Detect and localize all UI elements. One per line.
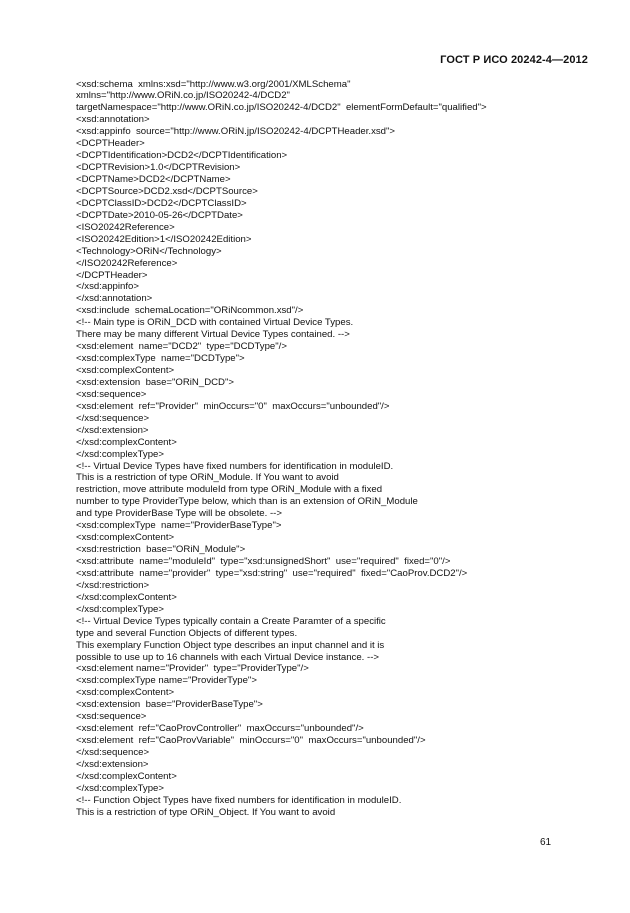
code-line: <!-- Function Object Types have fixed numbers for identification in moduleID. — [76, 794, 402, 806]
code-line: <xsd:include schemaLocation="ORiNcommon.xsd"/> — [76, 305, 304, 317]
code-line: <xsd:element ref="CaoProvVariable" minOccurs="0" maxOccurs="unbounded"/> — [76, 735, 426, 747]
code-line: type and several Function Objects of different types. — [76, 627, 298, 639]
code-line: <xsd:element ref="Provider" minOccurs="0" maxOccurs="unbounded"/> — [76, 400, 390, 412]
code-line: <xsd:element ref="CaoProvController" maxOccurs="unbounded"/> — [76, 723, 364, 735]
code-line: </xsd:complexContent> — [76, 770, 177, 782]
code-line: <DCPTHeader> — [76, 138, 145, 150]
code-line: <DCPTSource>DCD2.xsd</DCPTSource> — [76, 185, 258, 197]
code-line: <xsd:annotation> — [76, 114, 150, 126]
code-line: <DCPTClassID>DCD2</DCPTClassID> — [76, 197, 247, 209]
code-line: <DCPTRevision>1.0</DCPTRevision> — [76, 162, 241, 174]
code-line: </xsd:restriction> — [76, 579, 150, 591]
code-line: targetNamespace="http://www.ORiN.co.jp/ISO20242-4/DCD2" elementFormDefault="qualified"> — [76, 102, 487, 114]
code-line: This is a restriction of type ORiN_Object. If You want to avoid — [76, 806, 336, 818]
code-line: </xsd:complexContent> — [76, 436, 177, 448]
code-line: <xsd:restriction base="ORiN_Module"> — [76, 544, 246, 556]
code-line: </ISO20242Reference> — [76, 257, 178, 269]
code-line: <xsd:complexType name="ProviderBaseType"> — [76, 520, 282, 532]
code-line: <!-- Virtual Device Types have fixed numbers for identification in moduleID. — [76, 460, 394, 472]
code-line: <xsd:appinfo source="http://www.ORiN.jp/ISO20242-4/DCPTHeader.xsd"> — [76, 126, 396, 138]
page-number: 61 — [540, 837, 552, 848]
code-line: <!-- Virtual Device Types typically contain a Create Paramter of a specific — [76, 615, 386, 627]
code-line: <DCPTIdentification>DCD2</DCPTIdentification> — [76, 150, 288, 162]
code-line: </xsd:extension> — [76, 758, 149, 770]
code-line: <xsd:complexContent> — [76, 532, 175, 544]
code-line: <xsd:complexType name="ProviderType"> — [76, 675, 257, 687]
code-line: <xsd:sequence> — [76, 711, 147, 723]
code-line: </xsd:annotation> — [76, 293, 153, 305]
code-line: number to type ProviderType below, which than is an extension of ORiN_Module — [76, 496, 418, 508]
code-line: <xsd:complexContent> — [76, 687, 175, 699]
code-line: <xsd:attribute name="provider" type="xsd:string" use="required" fixed="CaoProv.DCD2"/> — [76, 567, 468, 579]
code-line: <xsd:attribute name="moduleId" type="xsd:unsignedShort" use="required" fixed="0"/> — [76, 556, 451, 567]
code-line: possible to use up to 16 channels with each Virtual Device instance. --> — [76, 651, 379, 663]
code-line: <!-- Main type is ORiN_DCD with contained Virtual Device Types. — [76, 317, 354, 329]
code-line: <xsd:element name="DCD2" type="DCDType"/> — [76, 341, 287, 353]
code-line: <ISO20242Edition>1</ISO20242Edition> — [76, 233, 252, 245]
code-line: </DCPTHeader> — [76, 269, 148, 281]
code-line: <xsd:extension base="ProviderBaseType"> — [76, 699, 263, 711]
code-line: restriction, move attribute moduleId from type ORiN_Module with a fixed — [76, 484, 383, 496]
code-line: <xsd:sequence> — [76, 388, 147, 400]
code-line: </xsd:complexType> — [76, 448, 164, 460]
code-line: </xsd:extension> — [76, 424, 149, 436]
code-line: </xsd:appinfo> — [76, 281, 139, 293]
code-line: This is a restriction of type ORiN_Module. If You want to avoid — [76, 472, 339, 484]
code-line: There may be many different Virtual Device Types contained. --> — [76, 329, 350, 341]
xml-code-listing — [76, 79, 576, 819]
code-line: This exemplary Function Object type describes an input channel and it is — [76, 639, 385, 651]
code-line: </xsd:complexType> — [76, 782, 164, 794]
code-line: xmlns="http://www.ORiN.co.jp/ISO20242-4/DCD2" — [76, 90, 290, 102]
code-line: <xsd:schema xmlns:xsd="http://www.w3.org/2001/XMLSchema" — [76, 78, 351, 90]
code-line: </xsd:sequence> — [76, 747, 150, 758]
code-line: <ISO20242Reference> — [76, 221, 175, 233]
code-line: </xsd:complexType> — [76, 603, 164, 615]
code-line: <DCPTName>DCD2</DCPTName> — [76, 174, 231, 185]
code-line: and type ProviderBase Type will be obsolete. --> — [76, 508, 282, 520]
code-line: <DCPTDate>2010-05-26</DCPTDate> — [76, 209, 243, 221]
code-line: <xsd:complexContent> — [76, 365, 175, 376]
code-line: </xsd:complexContent> — [76, 591, 177, 603]
code-line: <xsd:complexType name="DCDType"> — [76, 353, 245, 365]
code-line: <Technology>ORiN</Technology> — [76, 245, 222, 257]
code-line: <xsd:extension base="ORiN_DCD"> — [76, 376, 234, 388]
code-line: </xsd:sequence> — [76, 412, 150, 424]
document-header: ГОСТ Р ИСО 20242-4—2012 — [440, 54, 588, 66]
code-line: <xsd:element name="Provider" type="ProviderType"/> — [76, 663, 309, 675]
